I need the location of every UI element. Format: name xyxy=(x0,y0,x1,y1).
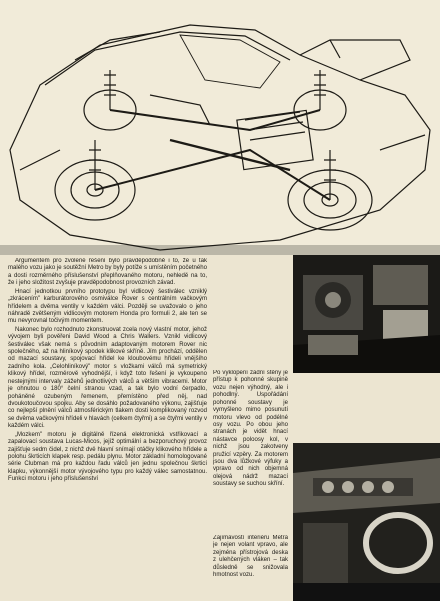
paragraph-intro: Argumentem pro zvolené řešení bylo pravděpodobně i to, že u tak malého vozu jako je soutěžní Metro by byly potíže s umístěním početného a dosti rozměrného příslušenství přeplňovaného motoru, nehledě na to, že i jeho složitost zvyšuje pravděpodobnost provozních závad. xyxy=(8,258,207,287)
photo-gap xyxy=(293,373,440,443)
caption-engine xyxy=(213,370,288,530)
article-left-column xyxy=(8,258,207,598)
caption-interior-text: Zajímavostí interiéru Metra je nejen volant vpravo, ale zejména přístrojová deska z ulehčených vláken – tak důsledně se snižovala hmotnost vozu. xyxy=(213,535,288,579)
engine-photo-left-image xyxy=(213,255,293,373)
interior-photo xyxy=(293,443,440,601)
cutaway-drawing xyxy=(0,0,440,255)
caption-interior xyxy=(213,535,288,599)
engine-photo xyxy=(293,255,440,373)
paragraph-electronics: „Mozkem" motoru je digitálně řízená elektronická vstřikovací a zapalovací soustava Lucas-Micos, jejíž optimální a bezporuchový provoz zajišťuje sedm čidel, z nichž dvě hlavní snímají otáčky klikového hřídele a polohu škrticích klapek resp. pedálu plynu. Motor základní homologované série Clubman má pro každou řadu válců jen jednu společnou škrticí klapku, výkonnější motor vývojového typu pro každý válec samostatnou. Funkci motoru i jeho příslušenství xyxy=(8,431,207,483)
car-cutaway-illustration xyxy=(0,0,440,255)
paragraph-engine-prototype: Hnací jednotkou prvního prototypu byl vidlicový šestiválec vzniklý „zkrácením" karburátorového osmiválce Rover s centrálním vačkovým hřídelem a dvěma ventily v každém válci. Později se uvažovalo o jeho náhradě zvětšeným vidlicovým motorem Honda pro formuli 2, ale ten se mu nevyrovnal točivým momentem. xyxy=(8,288,207,325)
interior-photo-image xyxy=(293,443,440,601)
caption-engine-text: Po vyklopení zadní stěny je přístup k pohonné skupině vozu nejen výhodný, ale i pohodlný. Uspořádání pohonné soustavy je vymyšleno mimo posunutí motoru vlevo od podélné osy vozu. Po obou jeho stranách je vidět hnací nástavce poloosy kol, v nichž jsou zakotveny pružicí vzpěry. Za motorem jsou dva lůžkové výfuky a vpravo od nich objemná olejová nádrž mazací soustavy se suchou skříní. xyxy=(213,370,288,488)
engine-photo-left xyxy=(213,255,293,373)
engine-photo-image xyxy=(293,255,440,373)
paragraph-new-engine: Nakonec bylo rozhodnuto zkonstruovat zcela nový vlastní motor, jehož vývojem byli pověřeni David Wood a Chris Wallers. Vznikl vidlicový šestiválec však nemá s původním adaptovaným motorem Rover nic společného, až na hliníkový spodek klikové skříně. Jím prochází, oddělen od mazací soustavy, spojovací hřídel ke kloubovému hřídeli vnějšího zadního kola. „Celohliníkový" motor s vložkami válců má symetrický klikový hřídel, rozměrově vyhodnější, i když toto řešení je vykoupeno nestejnými intervaly zážehů jednotlivých válců a větším vibracemi. Motor je ohnutou o 180° čelní stranou vzad, a tak bylo vodní čerpadlo, poháněné ozubeným řemenem, přemístěno před něj, nad dvoukotoučovou spojku. Aby se dosáhlo požadovaného výkonu, zajišťuje co nejlepší plnění válců atmosférickým tlakem dosti komplikovaný rozvod se dvěma vačkovými hřídeli v hlavách (celkem čtyřmi) a se čtyřmi ventily v každém válci. xyxy=(8,326,207,430)
